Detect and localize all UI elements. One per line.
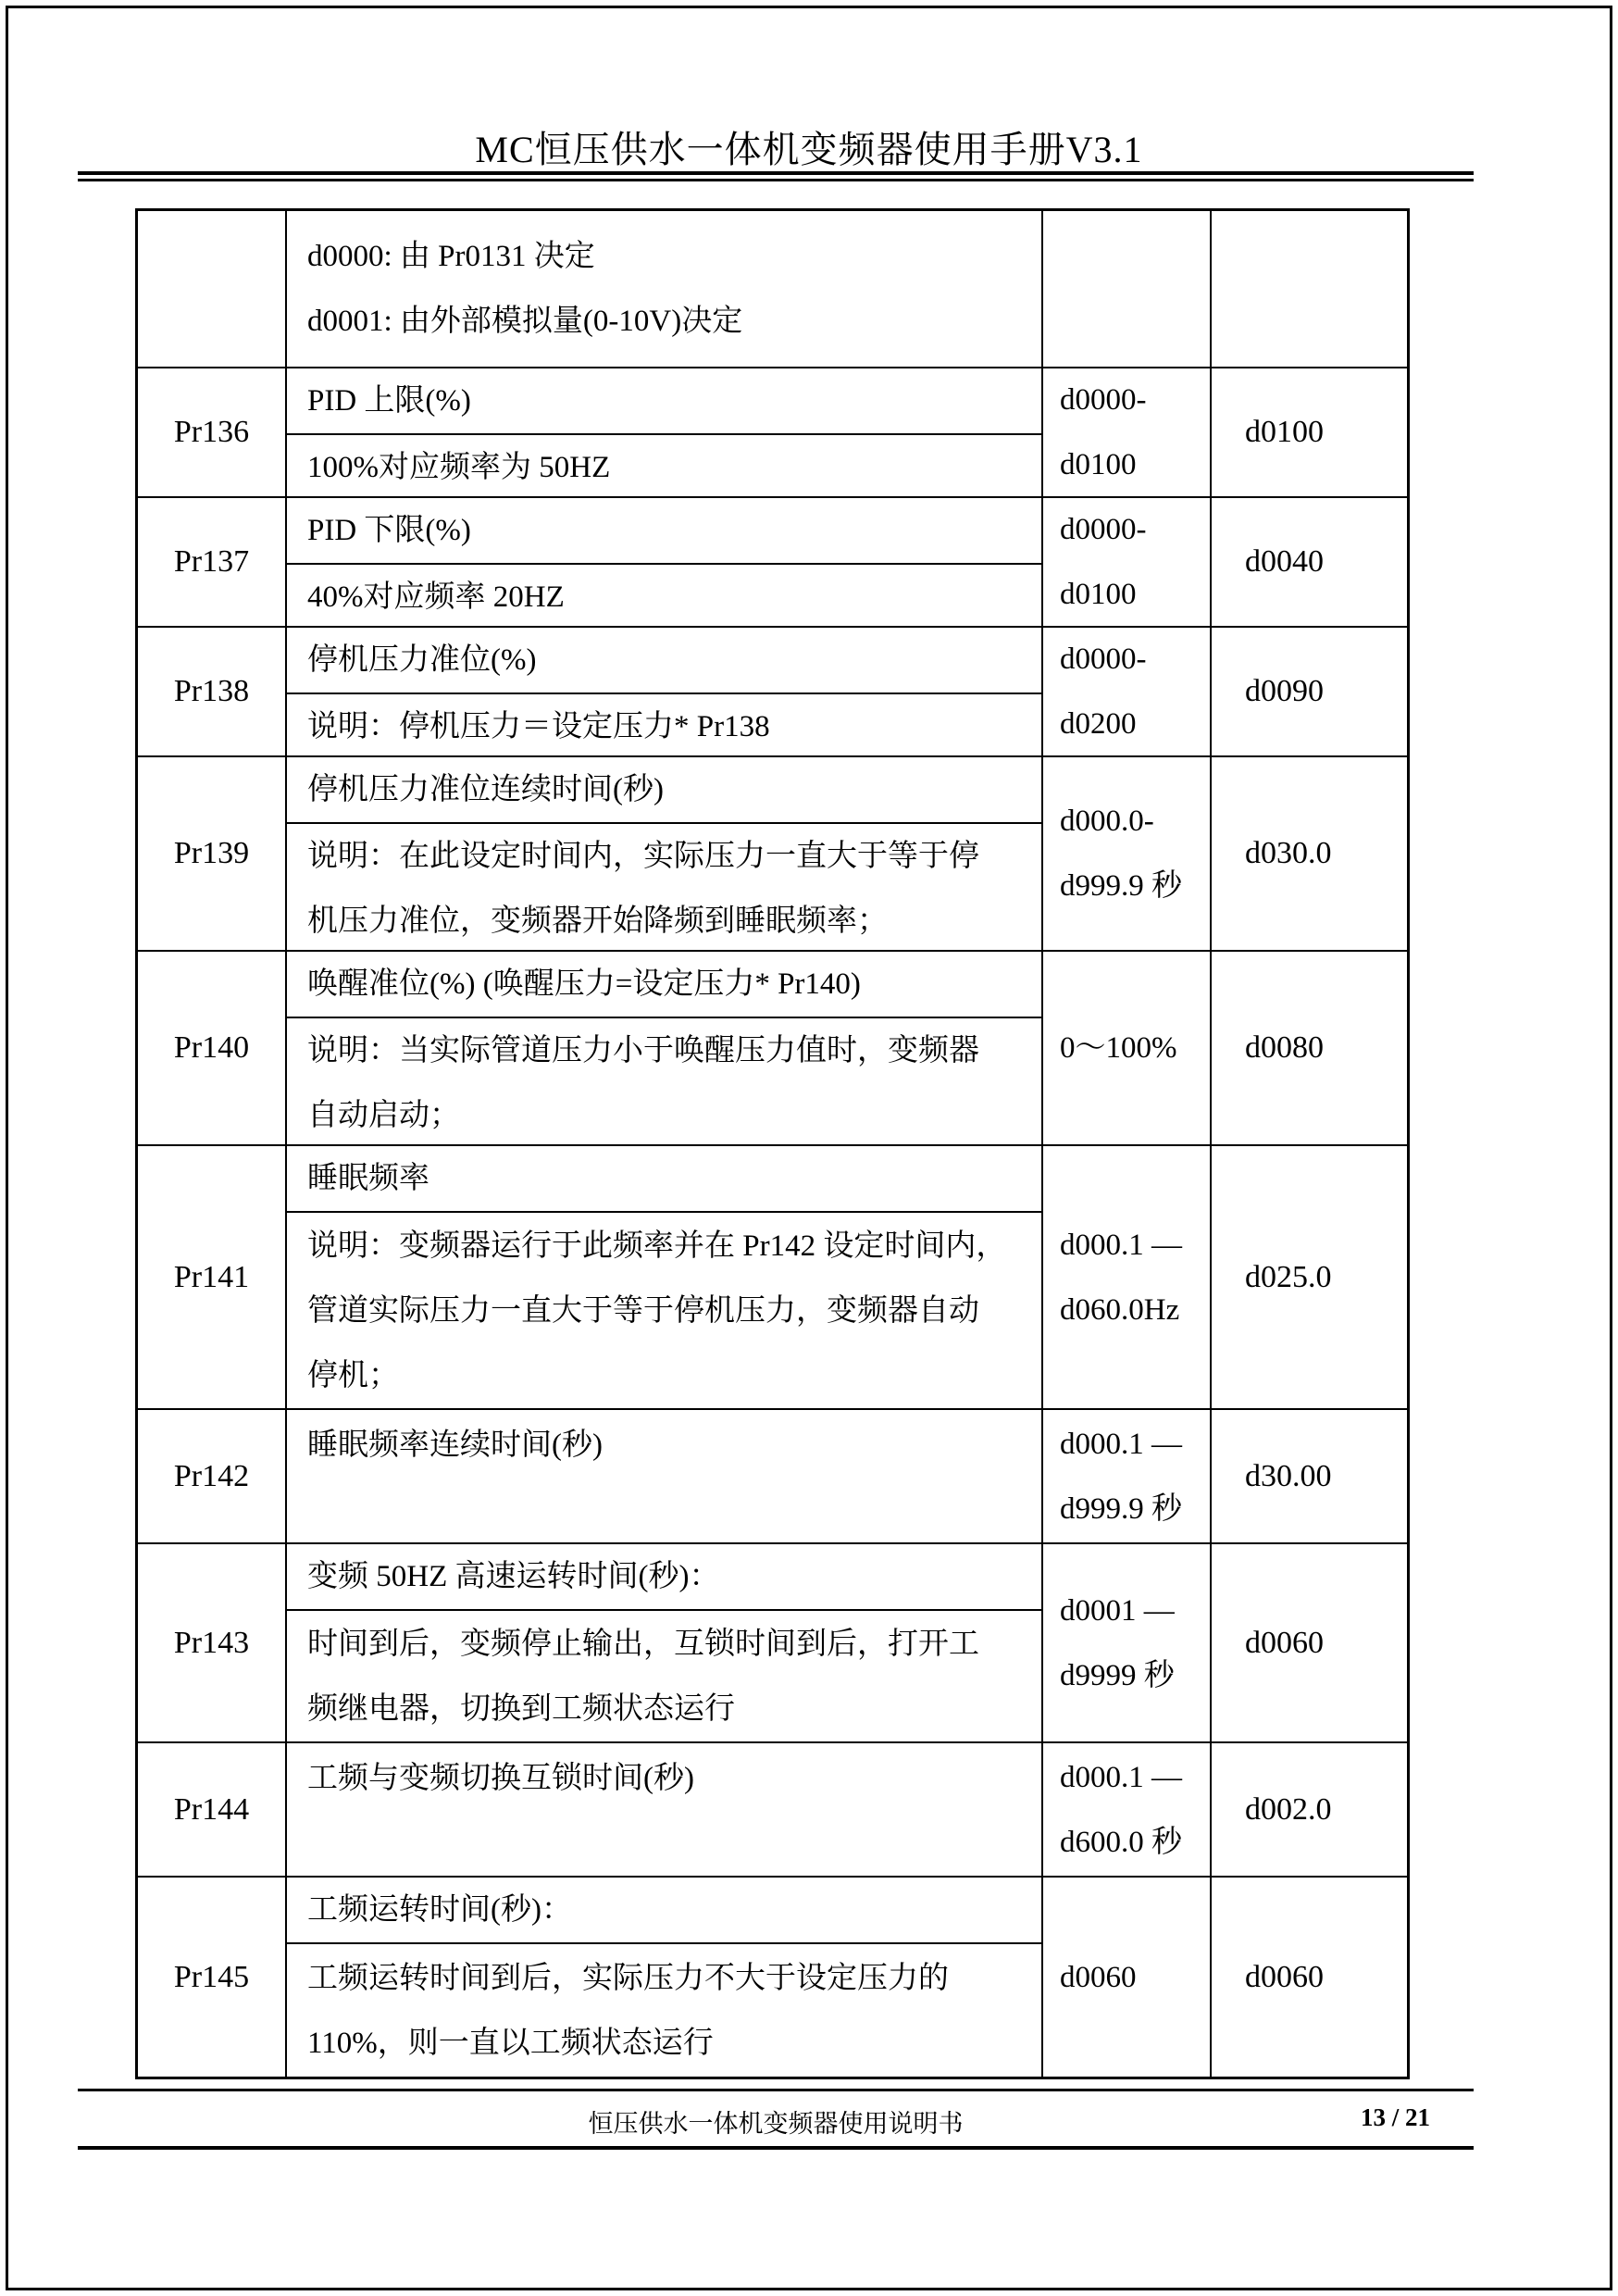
- desc-line: 停机压力准位连续时间(秒): [307, 773, 664, 806]
- default-cell: [1212, 1410, 1407, 1542]
- default-value: d025.0: [1245, 1259, 1332, 1294]
- param-label: Pr137: [173, 544, 250, 579]
- table-row: [138, 628, 1407, 757]
- param-cell: [138, 1410, 287, 1542]
- param-label: Pr143: [173, 1625, 250, 1660]
- range-line: d0200: [1060, 707, 1137, 741]
- desc-block: [287, 628, 1041, 694]
- table-row: [138, 952, 1407, 1146]
- desc-block: [287, 1213, 1041, 1408]
- table-row: [138, 498, 1407, 628]
- table-row: [138, 1146, 1407, 1410]
- table-row: [138, 757, 1407, 952]
- range-line: d000.0-: [1060, 805, 1154, 838]
- desc-line: 时间到后，变频停止输出，互锁时间到后，打开工: [307, 1627, 979, 1661]
- table-row: [138, 1743, 1407, 1878]
- desc-block: [287, 1410, 1041, 1542]
- desc-block: [287, 435, 1041, 500]
- desc-cell: [287, 1146, 1043, 1408]
- default-value: d0060: [1245, 1959, 1324, 1994]
- desc-block: [287, 757, 1041, 824]
- desc-line: d0000: 由 Pr0131 决定: [307, 240, 595, 273]
- range-cell: [1043, 952, 1212, 1144]
- default-value: d0090: [1245, 674, 1324, 708]
- desc-block: [287, 1878, 1041, 1944]
- param-cell: [138, 1544, 287, 1741]
- table-row: [138, 211, 1407, 368]
- range-line: d999.9 秒: [1060, 1491, 1182, 1526]
- page-number: 13 / 21: [1360, 2103, 1430, 2131]
- param-label: Pr136: [173, 415, 250, 449]
- desc-line: 说明：在此设定时间内，实际压力一直大于等于停: [307, 840, 979, 873]
- range-cell: [1043, 368, 1212, 496]
- desc-cell: [287, 1878, 1043, 2077]
- range-line: d0100: [1060, 578, 1137, 611]
- range-line: d0000-: [1060, 643, 1147, 676]
- default-cell: [1212, 757, 1407, 950]
- desc-line: 停机压力准位(%): [307, 643, 537, 677]
- default-cell: [1212, 1146, 1407, 1408]
- range-cell: [1043, 498, 1212, 626]
- desc-cell: [287, 952, 1043, 1144]
- table-row: [138, 368, 1407, 498]
- param-label: Pr139: [173, 836, 250, 870]
- desc-cell: [287, 1743, 1043, 1876]
- header-double-rule: [78, 171, 1474, 181]
- default-cell: [1212, 368, 1407, 496]
- desc-line: 说明：变频器运行于此频率并在 Pr142 设定时间内，: [307, 1229, 1007, 1263]
- desc-cell: [287, 757, 1043, 950]
- range-line: d0060: [1060, 1960, 1137, 1994]
- desc-line: 工频运转时间到后，实际压力不大于设定压力的: [307, 1961, 949, 1995]
- desc-line: 管道实际压力一直大于等于停机压力，变频器自动: [307, 1293, 979, 1328]
- table-row: [138, 1544, 1407, 1743]
- desc-line: 停机；: [307, 1358, 399, 1392]
- desc-line: 工频与变频切换互锁时间(秒): [307, 1762, 694, 1795]
- param-cell: [138, 498, 287, 626]
- default-value: d0100: [1245, 415, 1324, 449]
- range-cell: [1043, 1878, 1212, 2077]
- desc-line: 变频 50HZ 高速运转时间(秒)：: [307, 1560, 720, 1593]
- param-label: Pr142: [173, 1458, 250, 1493]
- desc-line: 110%，则一直以工频状态运行: [307, 2026, 714, 2060]
- default-cell: [1212, 1878, 1407, 2077]
- desc-block: [287, 368, 1041, 435]
- desc-block: [287, 565, 1041, 630]
- desc-line: 说明：当实际管道压力小于唤醒压力值时，变频器: [307, 1034, 979, 1067]
- range-line: d999.9 秒: [1060, 869, 1182, 903]
- desc-block: [287, 1944, 1041, 2077]
- page-title: MC恒压供水一体机变频器使用手册V3.1: [475, 129, 1143, 170]
- range-line: d000.1 —: [1060, 1760, 1182, 1794]
- footer-title: 恒压供水一体机变频器使用说明书: [588, 2110, 964, 2138]
- desc-line: 说明：停机压力＝设定压力* Pr138: [307, 710, 770, 743]
- desc-line: 自动启动；: [307, 1099, 460, 1132]
- desc-cell: [287, 1544, 1043, 1741]
- desc-block: [287, 498, 1041, 565]
- param-cell: [138, 628, 287, 755]
- desc-block: [287, 952, 1041, 1018]
- desc-line: 40%对应频率 20HZ: [307, 580, 565, 614]
- range-line: d0100: [1060, 448, 1137, 481]
- default-cell: [1212, 628, 1407, 755]
- range-line: d600.0 秒: [1060, 1825, 1182, 1859]
- param-label: Pr138: [173, 674, 250, 708]
- desc-line: 工频运转时间(秒)：: [307, 1893, 572, 1927]
- desc-cell: [287, 498, 1043, 626]
- table-row: [138, 1410, 1407, 1544]
- param-label: Pr145: [173, 1959, 250, 1994]
- desc-line: 机压力准位，变频器开始降频到睡眠频率；: [307, 905, 888, 938]
- desc-block: [287, 1146, 1041, 1213]
- param-cell: [138, 757, 287, 950]
- default-cell: [1212, 498, 1407, 626]
- desc-block: [287, 694, 1041, 759]
- desc-line: d0001: 由外部模拟量(0-10V)决定: [307, 305, 743, 338]
- default-cell: [1212, 952, 1407, 1144]
- desc-line: 100%对应频率为 50HZ: [307, 451, 611, 484]
- param-cell: [138, 1878, 287, 2077]
- footer-rule-bottom: [78, 2146, 1474, 2150]
- desc-line: 睡眠频率: [307, 1162, 429, 1195]
- desc-block: [287, 1743, 1041, 1876]
- desc-block: [287, 824, 1041, 954]
- param-label: Pr140: [173, 1030, 250, 1065]
- desc-cell: [287, 628, 1043, 755]
- desc-block: [287, 1544, 1041, 1611]
- default-cell: [1212, 211, 1407, 367]
- param-cell: [138, 952, 287, 1144]
- parameter-table: [135, 208, 1410, 2079]
- default-cell: [1212, 1743, 1407, 1876]
- param-cell: [138, 368, 287, 496]
- param-cell: [138, 211, 287, 367]
- range-line: d0001 —: [1060, 1593, 1175, 1628]
- footer-rule-top: [78, 2089, 1474, 2091]
- param-cell: [138, 1743, 287, 1876]
- range-cell: [1043, 1544, 1212, 1741]
- default-value: d0060: [1245, 1625, 1324, 1660]
- param-label: Pr141: [173, 1259, 250, 1294]
- range-cell: [1043, 1743, 1212, 1876]
- table-row: [138, 1878, 1407, 2077]
- default-value: d030.0: [1245, 836, 1332, 870]
- default-value: d30.00: [1245, 1458, 1332, 1493]
- range-cell: [1043, 1146, 1212, 1408]
- range-line: d000.1 —: [1060, 1427, 1182, 1461]
- param-label: Pr144: [173, 1791, 250, 1827]
- range-line: d000.1 —: [1060, 1228, 1182, 1262]
- range-line: d060.0Hz: [1060, 1292, 1180, 1327]
- desc-line: PID 下限(%): [307, 514, 471, 547]
- range-cell: [1043, 628, 1212, 755]
- range-cell: [1043, 757, 1212, 950]
- desc-cell: [287, 211, 1043, 367]
- param-cell: [138, 1146, 287, 1408]
- desc-cell: [287, 1410, 1043, 1542]
- desc-block: [287, 1018, 1041, 1148]
- desc-line: PID 上限(%): [307, 384, 471, 418]
- range-cell: [1043, 1410, 1212, 1542]
- default-value: d002.0: [1245, 1791, 1332, 1827]
- desc-cell: [287, 368, 1043, 496]
- default-cell: [1212, 1544, 1407, 1741]
- range-line: 0～100%: [1060, 1031, 1177, 1065]
- range-line: d0000-: [1060, 513, 1147, 546]
- range-line: d0000-: [1060, 383, 1147, 417]
- desc-block: [287, 1611, 1041, 1741]
- range-line: d9999 秒: [1060, 1658, 1175, 1692]
- default-value: d0080: [1245, 1030, 1324, 1065]
- default-value: d0040: [1245, 544, 1324, 579]
- desc-block: [287, 211, 1041, 367]
- desc-line: 睡眠频率连续时间(秒): [307, 1429, 603, 1462]
- desc-line: 唤醒准位(%) (唤醒压力=设定压力* Pr140): [307, 967, 861, 1001]
- range-cell: [1043, 211, 1212, 367]
- desc-line: 频继电器，切换到工频状态运行: [307, 1691, 735, 1726]
